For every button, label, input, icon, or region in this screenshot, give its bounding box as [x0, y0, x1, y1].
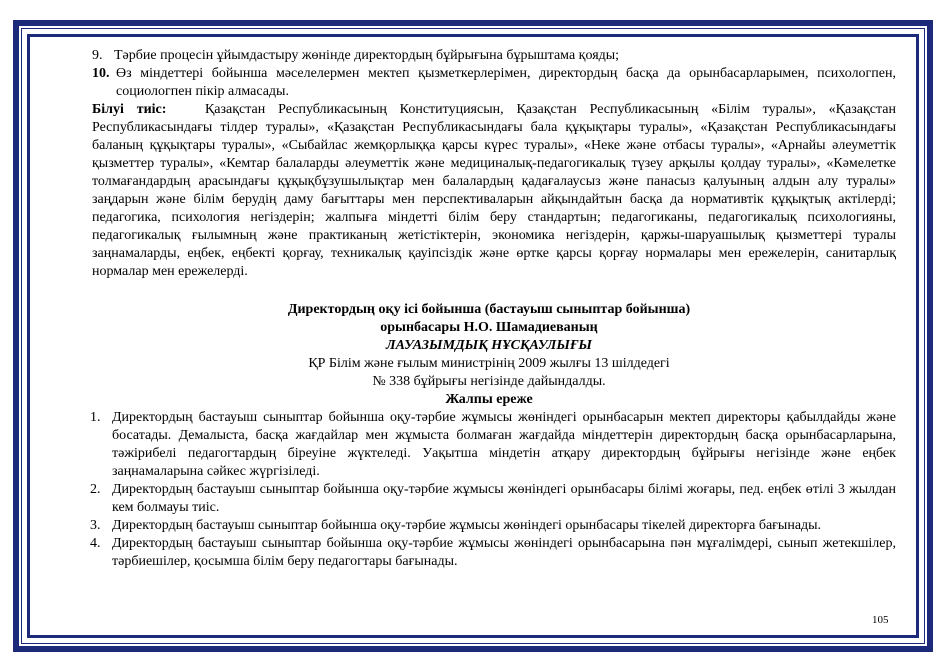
- rule-text: Директордың бастауыш сыныптар бойынша оқу-тәрбие жұмысы жөніндегі орынбасары білімі жоғары, пед. еңбек өтілі 3 жылдан кем болмауы тиіс.: [112, 482, 896, 515]
- rule-number: 1.: [90, 410, 101, 425]
- item-number: 9.: [92, 48, 103, 63]
- item-number: 10.: [92, 66, 110, 81]
- rule-number: 4.: [90, 536, 101, 551]
- rule-item-3: [90, 517, 896, 535]
- rule-text: Директордың бастауыш сыныптар бойынша оқу-тәрбие жұмысы жөніндегі орынбасарына пән мұғалімдері, сынып жетекшілер, тәрбиешілер, қосымша білім беру педагогтары бағынады.: [112, 536, 896, 569]
- rule-text: Директордың бастауыш сыныптар бойынша оқу-тәрбие жұмысы жөніндегі орынбасарын мектеп директоры қабылдайды және босатады. Демалыста, басқа жағдайлар мен жұмыста болмаған жағдайда міндеттерін директордың басқа орынбасарларына, тәжірибелі педагогтардың біреуіне жүктеледі. Уақытша міндетін атқару директордың бұйрығы негізінде және еңбек заңнамаларына сәйкес жүргізіледі.: [112, 410, 896, 479]
- rules-list: [90, 409, 896, 571]
- list-item-10: [82, 65, 896, 101]
- knows-text: Қазақстан Республикасының Конституциясын, Қазақстан Республикасының «Білім туралы», «Қазақстан Республикасындағы тілдер туралы», «Қазақстан Республикасындағы бала құқықтары туралы», «Қазақстан Республикасындағы баланың құқықтары туралы», «Сыбайлас жемқорлыққа қарсы күрес туралы», «Неке және отбасы туралы», «Арнайы әлеуметтік қызметтер туралы», «Кемтар балаларды әлеуметтік және медициналық-педагогикалық түзеу арқылы қолдау туралы», «Кәмелетке толмағандардың арасындағы құқықбұзушылықтар мен балалардың қадағалаусыз және панасыз қалуының алдын алу туралы» заңдарын және білім берудің даму бағыттары мен перспективаларын айқындайтын басқа да нормативтік құқықтық актілерді; педагогика, психология негіздерін; жалпыға міндетті білім беру стандартын; педагогиканы, педагогикалық психологияны, педагогикалық ғылымның және практиканың жетістіктерін, экономика негіздерін, қаржы-шаруашылық қызметтері туралы заңнамаларды, еңбек, еңбекті қорғау, техникалық қауіпсіздік және өртке қарсы қорғау нормалары мен ережелерін, санитарлық нормалар мен ережелерді.: [92, 102, 896, 279]
- item-text: Тәрбие процесін ұйымдастыру жөнінде директордың бұйрығына бұрыштама қояды;: [114, 48, 620, 63]
- section-title: Жалпы ереже: [445, 392, 533, 407]
- knows-paragraph: [92, 101, 896, 281]
- item-text: Өз міндеттері бойынша мәселелермен мектеп қызметкерлерімен, директордың басқа да орынбасарларымен, психологпен, социологпен пікір алмасады.: [116, 66, 896, 99]
- rule-text: Директордың бастауыш сыныптар бойынша оқу-тәрбие жұмысы жөніндегі орынбасары тікелей директорға бағынады.: [112, 518, 822, 533]
- rule-item-2: [90, 481, 896, 517]
- heading-line-5: № 338 бұйрығы негізінде дайындалды.: [372, 374, 606, 389]
- rule-number: 3.: [90, 518, 101, 533]
- heading-line-2: орынбасары Н.О. Шамадиеваның: [380, 320, 598, 335]
- knows-label: Білуі тиіс:: [92, 102, 167, 117]
- document-title: ЛАУАЗЫМДЫҚ НҰСҚАУЛЫҒЫ: [386, 338, 592, 353]
- rule-item-1: [90, 409, 896, 481]
- rule-number: 2.: [90, 482, 101, 497]
- rule-item-4: [90, 535, 896, 571]
- page-number: 105: [872, 614, 889, 626]
- document-body: [82, 47, 896, 571]
- list-item-9: [82, 47, 896, 65]
- heading-line-1: Директордың оқу ісі бойынша (бастауыш сыныптар бойынша): [287, 302, 691, 317]
- heading-line-4: ҚР Білім және ғылым министрінің 2009 жылғы 13 шілдедегі: [308, 356, 670, 371]
